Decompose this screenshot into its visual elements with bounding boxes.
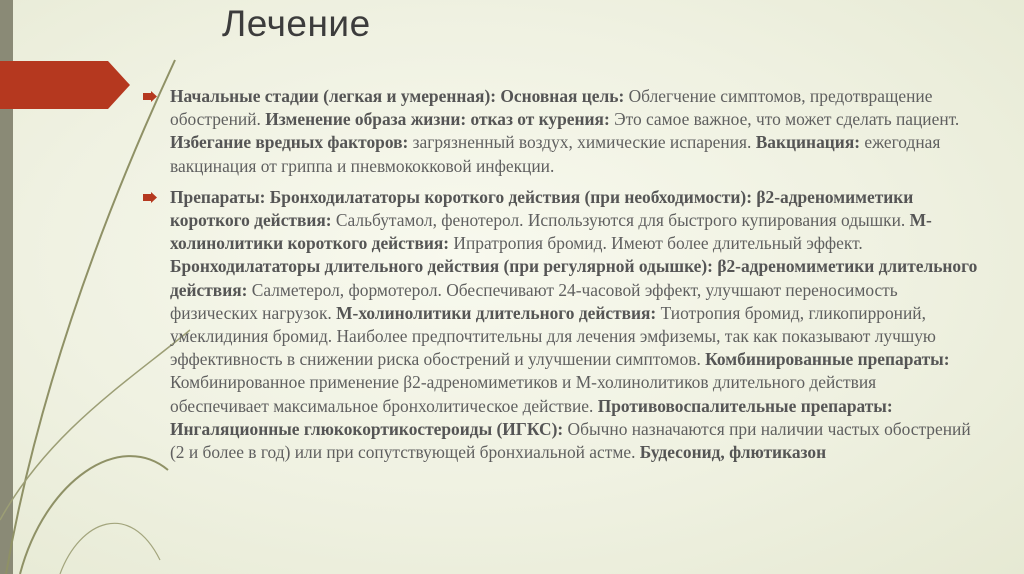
bold-text-segment: М-холинолитики длительного действия:: [336, 302, 661, 323]
text-segment: Комбинированное применение β2-адреномиметиков и М-холинолитиков длительного действия обеспечивает максимальное бронхолитическое действие.: [170, 372, 877, 416]
bold-text-segment: Избегание вредных факторов:: [170, 132, 413, 153]
bold-text-segment: Вакцинация:: [755, 132, 865, 153]
text-segment: Тиотропия бромид, гликопирроний, умеклидиния бромид. Наиболее предпочтительны для лечения эмфиземы, так как показывают лучшую эффективность в снижении риска обострений и улучшении симптомов.: [170, 302, 936, 370]
bold-text-segment: Комбинированные препараты:: [705, 349, 950, 370]
bold-text-segment: М-холинолитики короткого действия:: [170, 210, 932, 254]
title-accent-arrow: [0, 61, 130, 109]
text-segment: Обычно назначаются при наличии частых обострений (2 и более в год) или при сопутствующей бронхиальной астме.: [170, 418, 971, 463]
text-segment: Ипратропия бромид. Имеют более длительный эффект.: [453, 233, 863, 254]
bold-text-segment: Препараты: Бронходилататоры короткого действия (при необходимости): β2-адреномиметики короткого действия:: [170, 186, 914, 231]
arrow-bullet-icon: [143, 192, 157, 203]
text-segment: Это самое важное, что может сделать пациент.: [614, 109, 960, 130]
slide-title: Лечение: [222, 3, 371, 44]
list-item: [143, 85, 978, 178]
bold-text-segment: Будесонид, флютиказон: [639, 442, 827, 463]
text-segment: Облегчение симптомов, предотвращение обострений.: [170, 86, 933, 130]
bold-text-segment: Начальные стадии (легкая и умеренная): Основная цель:: [170, 86, 629, 106]
bold-text-segment: Бронходилататоры длительного действия (при регулярной одышке): β2-адреномиметики длительного действия:: [170, 256, 978, 300]
bullet-text: [170, 186, 978, 464]
text-segment: ежегодная вакцинация от гриппа и пневмококковой инфекции.: [170, 132, 941, 176]
arrow-bullet-icon: [143, 91, 157, 102]
list-item: [143, 186, 978, 464]
text-segment: Сальбутамол, фенотерол. Используются для быстрого купирования одышки.: [335, 210, 910, 231]
text-segment: Салметерол, формотерол. Обеспечивают 24-часовой эффект, улучшают переносимость физических нагрузок.: [170, 279, 898, 323]
bold-text-segment: Противовоспалительные препараты: Ингаляционные глюкокортикостероиды (ИГКС):: [170, 395, 893, 439]
bullet-text: [170, 85, 978, 178]
bold-text-segment: Изменение образа жизни: отказ от курения:: [265, 109, 615, 130]
text-segment: загрязненный воздух, химические испарения.: [412, 132, 756, 153]
slide-content: [143, 85, 978, 464]
